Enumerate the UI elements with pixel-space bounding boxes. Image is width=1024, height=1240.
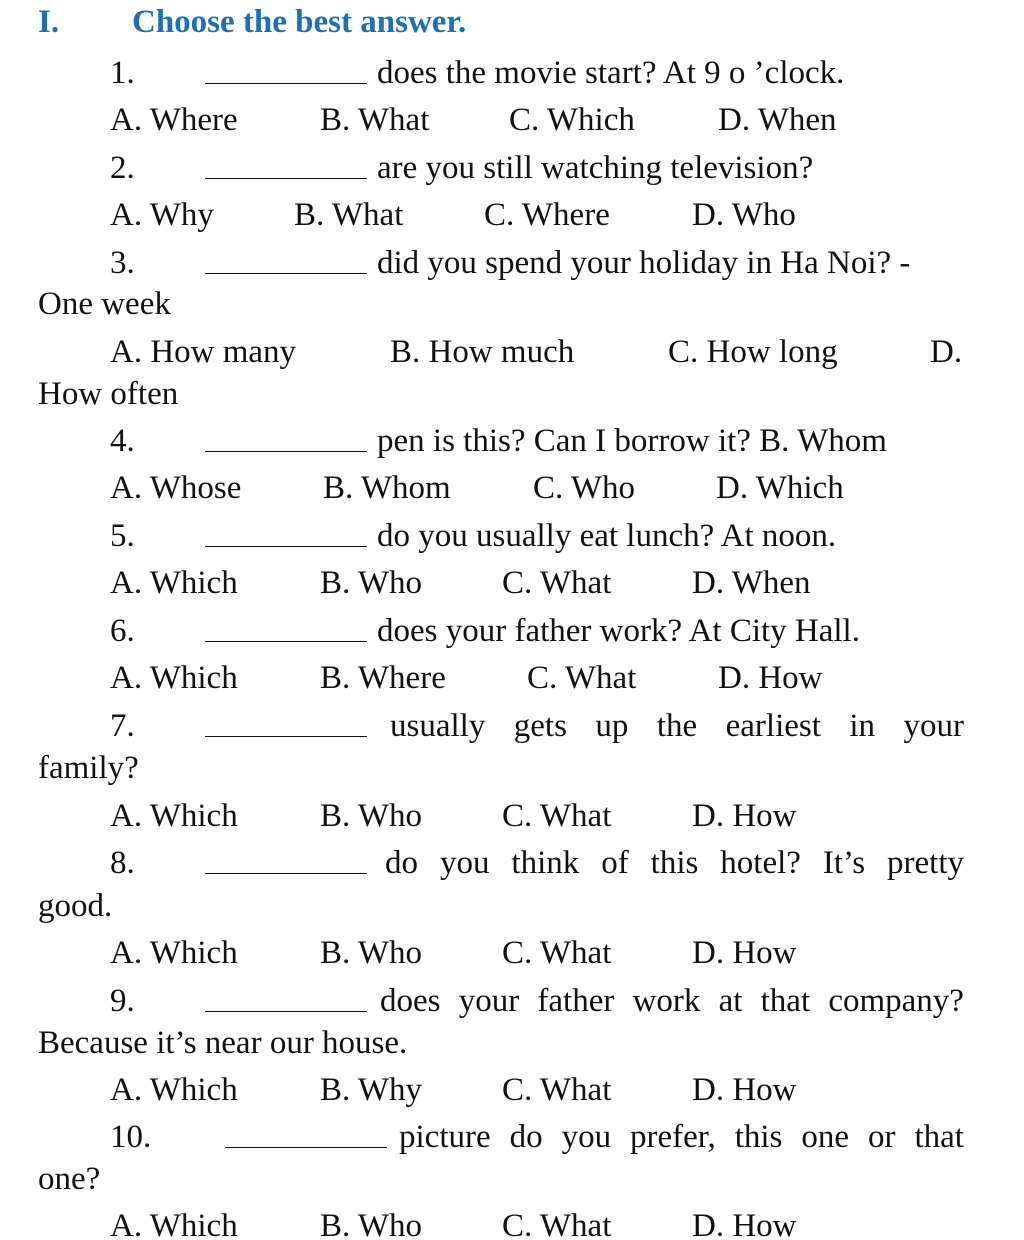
options-row-5: [0, 563, 1024, 603]
option-c[interactable]: C. What: [502, 565, 612, 601]
options-row-3: [0, 332, 1024, 372]
option-b[interactable]: B. Who: [320, 798, 423, 834]
option-d[interactable]: D. How: [692, 1208, 797, 1240]
option-d[interactable]: D. How: [718, 660, 823, 696]
option-c[interactable]: C. Which: [509, 102, 635, 138]
question-1: [0, 53, 1024, 93]
options-row-8: [0, 933, 1024, 973]
question-2: [0, 148, 1024, 188]
stem-word: up: [595, 708, 629, 744]
option-d[interactable]: D. Which: [716, 470, 844, 506]
option-a[interactable]: A. Which: [110, 798, 238, 834]
option-a[interactable]: A. Why: [110, 197, 214, 233]
stem-word: that: [914, 1119, 964, 1155]
option-b[interactable]: B. Who: [320, 935, 423, 971]
option-d[interactable]: D. How: [692, 935, 797, 971]
stem-word: this: [650, 845, 699, 881]
question-7: [0, 706, 1024, 746]
question-continuation: Because it’s near our house.: [38, 1025, 408, 1061]
option-b[interactable]: B. Why: [320, 1072, 423, 1108]
stem-word: your: [903, 708, 964, 744]
question-number: 10.: [110, 1119, 152, 1155]
question-10: [0, 1117, 1024, 1157]
question-number: 2.: [110, 150, 135, 186]
stem-word: at: [718, 983, 743, 1019]
question-3: [0, 243, 1024, 283]
question-stem: [390, 706, 964, 746]
answer-blank[interactable]: [205, 611, 367, 642]
question-6: [0, 611, 1024, 651]
question-stem: does your father work? At City Hall.: [377, 613, 860, 649]
question-stem: do you usually eat lunch? At noon.: [377, 518, 837, 554]
stem-word: you: [439, 845, 490, 881]
stem-word: one: [801, 1119, 850, 1155]
question-stem: [385, 843, 964, 883]
question-number: 4.: [110, 423, 135, 459]
stem-word: gets: [513, 708, 567, 744]
stem-word: pretty: [887, 845, 964, 881]
stem-word: earliest: [725, 708, 821, 744]
stem-word: hotel?: [720, 845, 801, 881]
option-d-continuation[interactable]: How often: [38, 376, 179, 412]
option-b[interactable]: B. Who: [320, 1208, 423, 1240]
option-c[interactable]: C. What: [502, 1208, 612, 1240]
option-a[interactable]: A. Which: [110, 565, 238, 601]
stem-word: picture: [399, 1119, 491, 1155]
option-c[interactable]: C. What: [502, 1072, 612, 1108]
stem-word: usually: [390, 708, 486, 744]
question-number: 8.: [110, 845, 135, 881]
option-d[interactable]: D. How: [692, 1072, 797, 1108]
question-stem: pen is this? Can I borrow it? B. Whom: [377, 423, 887, 459]
option-a[interactable]: A. Which: [110, 660, 238, 696]
section-heading: [38, 4, 466, 41]
stem-word: company?: [828, 983, 964, 1019]
stem-word: your: [458, 983, 520, 1019]
option-a[interactable]: A. How many: [110, 334, 297, 370]
stem-word: in: [849, 708, 876, 744]
stem-word: or: [867, 1119, 896, 1155]
option-c[interactable]: C. What: [502, 935, 612, 971]
question-stem: [380, 981, 964, 1021]
question-number: 6.: [110, 613, 135, 649]
answer-blank[interactable]: [225, 1117, 387, 1148]
question-stem: are you still watching television?: [377, 150, 814, 186]
option-a[interactable]: A. Which: [110, 1072, 238, 1108]
option-d[interactable]: D. Who: [692, 197, 796, 233]
question-9: [0, 981, 1024, 1021]
answer-blank[interactable]: [205, 421, 367, 452]
option-a[interactable]: A. Which: [110, 935, 238, 971]
question-continuation: One week: [38, 286, 171, 322]
stem-word: father: [537, 983, 615, 1019]
option-d[interactable]: D. How: [692, 798, 797, 834]
section-numeral: I.: [38, 4, 60, 40]
stem-word: that: [760, 983, 811, 1019]
option-d[interactable]: D. When: [718, 102, 837, 138]
question-number: 7.: [110, 708, 135, 744]
option-a[interactable]: A. Where: [110, 102, 238, 138]
stem-word: the: [656, 708, 698, 744]
option-c[interactable]: C. Where: [484, 197, 610, 233]
question-5: [0, 516, 1024, 556]
option-b[interactable]: B. Who: [320, 565, 423, 601]
options-row-4: [0, 468, 1024, 508]
option-b[interactable]: B. What: [320, 102, 430, 138]
stem-word: do: [509, 1119, 543, 1155]
question-stem: did you spend your holiday in Ha Noi? -: [377, 245, 911, 281]
options-row-10: [0, 1206, 1024, 1240]
answer-blank[interactable]: [205, 148, 367, 179]
options-row-1: [0, 100, 1024, 140]
answer-blank[interactable]: [205, 843, 367, 874]
stem-word: does: [380, 983, 441, 1019]
stem-word: work: [632, 983, 701, 1019]
answer-blank[interactable]: [205, 706, 367, 737]
option-b[interactable]: B. Whom: [323, 470, 451, 506]
section-title: Choose the best answer.: [132, 4, 467, 40]
question-continuation: one?: [38, 1161, 101, 1197]
option-c[interactable]: C. What: [502, 798, 612, 834]
question-4: [0, 421, 1024, 461]
answer-blank[interactable]: [205, 516, 367, 547]
answer-blank[interactable]: [205, 981, 367, 1012]
stem-word: this: [734, 1119, 783, 1155]
stem-word: It’s: [822, 845, 866, 881]
option-a[interactable]: A. Whose: [110, 470, 242, 506]
stem-word: do: [385, 845, 418, 881]
option-b[interactable]: B. How much: [390, 334, 575, 370]
option-c[interactable]: C. What: [527, 660, 637, 696]
answer-blank[interactable]: [205, 53, 367, 84]
option-d[interactable]: D. When: [692, 565, 811, 601]
stem-word: prefer,: [630, 1119, 716, 1155]
options-row-6: [0, 658, 1024, 698]
question-number: 5.: [110, 518, 135, 554]
question-number: 1.: [110, 55, 135, 91]
question-stem: [399, 1117, 964, 1157]
option-c[interactable]: C. How long: [668, 334, 838, 370]
question-number: 9.: [110, 983, 135, 1019]
option-a[interactable]: A. Which: [110, 1208, 238, 1240]
question-stem: does the movie start? At 9 o ’clock.: [377, 55, 845, 91]
options-row-7: [0, 796, 1024, 836]
question-continuation: family?: [38, 750, 139, 786]
question-8: [0, 843, 1024, 883]
option-d[interactable]: D.: [930, 334, 963, 370]
option-b[interactable]: B. What: [294, 197, 404, 233]
options-row-9: [0, 1070, 1024, 1110]
options-row-2: [0, 195, 1024, 235]
question-continuation: good.: [38, 888, 113, 924]
answer-blank[interactable]: [205, 243, 367, 274]
stem-word: you: [561, 1119, 612, 1155]
stem-word: of: [601, 845, 629, 881]
option-b[interactable]: B. Where: [320, 660, 446, 696]
question-number: 3.: [110, 245, 135, 281]
option-c[interactable]: C. Who: [533, 470, 636, 506]
stem-word: think: [511, 845, 580, 881]
